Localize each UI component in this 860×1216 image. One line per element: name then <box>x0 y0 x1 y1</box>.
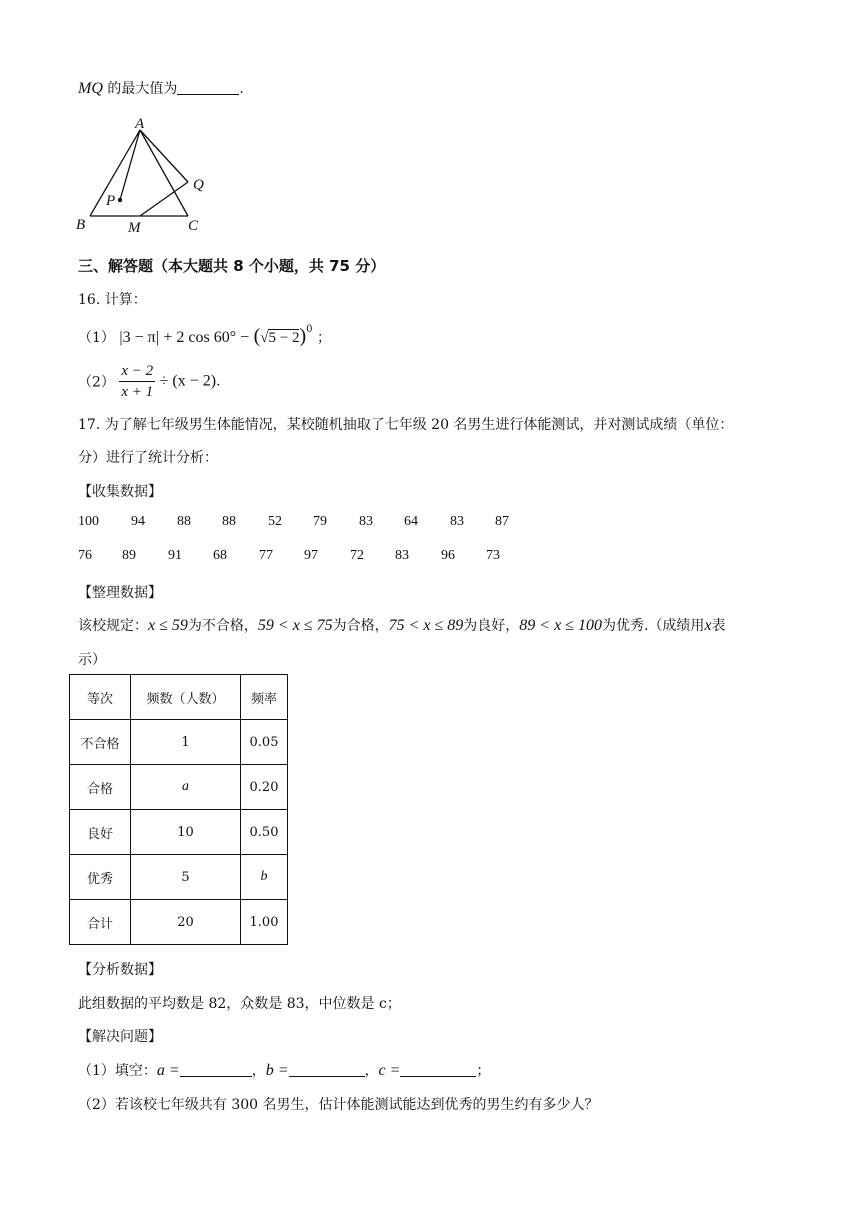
table-cell: 合计 <box>70 900 131 945</box>
data-value: 88 <box>222 514 236 529</box>
collect-data-title: 【收集数据】 <box>78 484 162 500</box>
table-row <box>70 720 288 765</box>
data-value: 94 <box>131 514 145 529</box>
solve-part-2: （2）若该校七年级共有 300 名男生，估计体能测试能达到优秀的男生约有多少人？ <box>78 1097 599 1113</box>
rule-text-2: 为合格， <box>332 618 389 634</box>
q15-end: . <box>239 81 244 97</box>
label-b: B <box>76 217 86 233</box>
abs-inner: 3 − π <box>122 329 156 346</box>
var-a: a = <box>156 1062 180 1079</box>
table-cell: a <box>131 765 241 810</box>
frequency-table <box>69 674 288 945</box>
data-value: 97 <box>304 548 318 563</box>
rule-condition-2: 59 < x ≤ 75 <box>257 617 333 634</box>
data-value: 76 <box>78 548 92 563</box>
table-header: 频率 <box>241 675 288 720</box>
data-value: 83 <box>395 548 409 563</box>
table-cell: 1 <box>131 720 241 765</box>
separator: ， <box>251 1063 266 1079</box>
var-b: b = <box>265 1062 289 1079</box>
data-value: 83 <box>450 514 464 529</box>
rule-text-1: 为不合格， <box>187 618 258 634</box>
data-value: 83 <box>359 514 373 529</box>
fraction <box>119 361 155 402</box>
table-cell: 0.05 <box>241 720 288 765</box>
table-cell: 0.50 <box>241 810 288 855</box>
data-row-2 <box>0 548 860 568</box>
fraction-denominator: x + 1 <box>121 384 154 400</box>
question-17-line-1: 17. 为了解七年级男生体能情况，某校随机抽取了七年级 20 名男生进行体能测试，并对测试成绩（单位： <box>78 417 734 433</box>
analyze-data-text: 此组数据的平均数是 82，众数是 83，中位数是 c； <box>78 996 401 1012</box>
section-title: 三、解答题（本大题共 8 个小题，共 75 分） <box>78 257 386 275</box>
part-label: （2） <box>78 374 115 391</box>
label-c: C <box>188 218 199 234</box>
table-cell: 10 <box>131 810 241 855</box>
table-header: 频数（人数） <box>131 675 241 720</box>
answer-blank-a <box>180 1062 252 1077</box>
rule-text-4: 为优秀.（成绩用 <box>601 618 705 634</box>
question-15-tail <box>78 78 244 98</box>
cos-term: + 2 cos 60° − <box>163 329 250 346</box>
data-value: 96 <box>441 548 455 563</box>
grading-rule-line-2: 示） <box>78 652 106 668</box>
table-row <box>70 855 288 900</box>
q16-part-1 <box>78 324 331 350</box>
data-value: 68 <box>213 548 227 563</box>
data-value: 100 <box>78 514 99 529</box>
rule-variable: x <box>704 617 712 634</box>
data-value: 87 <box>495 514 509 529</box>
segment-mq <box>140 182 188 216</box>
solve-title: 【解决问题】 <box>78 1029 162 1045</box>
table-row <box>70 765 288 810</box>
table-cell: 优秀 <box>70 855 131 900</box>
data-value: 88 <box>177 514 191 529</box>
rule-text-3: 为良好， <box>463 618 520 634</box>
segment-ap <box>120 130 140 200</box>
answer-blank-b <box>289 1062 365 1077</box>
grading-rule <box>78 615 726 635</box>
part-label: （1） <box>78 330 115 346</box>
label-m: M <box>128 220 141 236</box>
table-row <box>70 900 288 945</box>
label-q: Q <box>193 177 204 193</box>
data-value: 77 <box>259 548 273 563</box>
abs-expression: |3 − π| <box>119 329 159 346</box>
rule-prefix: 该校规定： <box>78 618 148 634</box>
sqrt-inner: 5 − 2 <box>268 330 300 346</box>
triangle-figure <box>72 115 222 240</box>
table-header-row <box>70 675 288 720</box>
table-cell: 合格 <box>70 765 131 810</box>
segment-mq: MQ <box>78 80 103 97</box>
question-17-line-2: 分）进行了统计分析： <box>78 450 218 466</box>
exponent: 0 <box>306 324 313 335</box>
data-value: 89 <box>122 548 136 563</box>
rule-condition-3: 75 < x ≤ 89 <box>388 617 464 634</box>
table-header: 等次 <box>70 675 131 720</box>
analyze-data-title: 【分析数据】 <box>78 962 162 978</box>
organize-data-title: 【整理数据】 <box>78 585 162 601</box>
table-cell: 20 <box>131 900 241 945</box>
part-end: . <box>216 373 221 390</box>
question-16-title: 16. 计算： <box>78 292 147 308</box>
data-value: 73 <box>486 548 500 563</box>
label-a: A <box>135 116 145 132</box>
data-value: 72 <box>350 548 364 563</box>
table-row <box>70 810 288 855</box>
part-end: ； <box>476 1063 491 1079</box>
division-term: ÷ (x − 2) <box>159 372 217 390</box>
var-c: c = <box>378 1062 401 1079</box>
table-cell: 1.00 <box>241 900 288 945</box>
answer-blank-c <box>400 1062 476 1077</box>
part-label: （1）填空： <box>78 1063 157 1079</box>
data-value: 52 <box>268 514 282 529</box>
point-p <box>118 198 122 202</box>
answer-blank <box>177 80 239 95</box>
table-cell: 良好 <box>70 810 131 855</box>
fraction-numerator: x − 2 <box>119 361 155 382</box>
table-cell: 0.20 <box>241 765 288 810</box>
rule-condition-4: 89 < x ≤ 100 <box>519 617 602 634</box>
paren-expression: (√5 − 2) <box>253 325 307 347</box>
separator: ， <box>364 1063 379 1079</box>
table-cell: 不合格 <box>70 720 131 765</box>
data-value: 79 <box>313 514 327 529</box>
solve-part-1 <box>78 1060 490 1080</box>
rule-condition-1: x ≤ 59 <box>148 617 188 634</box>
data-row-1 <box>0 514 860 534</box>
part-end: ； <box>316 330 331 346</box>
data-value: 91 <box>168 548 182 563</box>
data-value: 64 <box>404 514 418 529</box>
q15-text: 的最大值为 <box>107 81 178 97</box>
table-cell: b <box>241 855 288 900</box>
table-cell: 5 <box>131 855 241 900</box>
segment-ac <box>140 130 188 216</box>
label-p: P <box>106 193 116 209</box>
rule-text-5: 表 <box>711 618 726 634</box>
q16-part-2 <box>78 361 221 402</box>
